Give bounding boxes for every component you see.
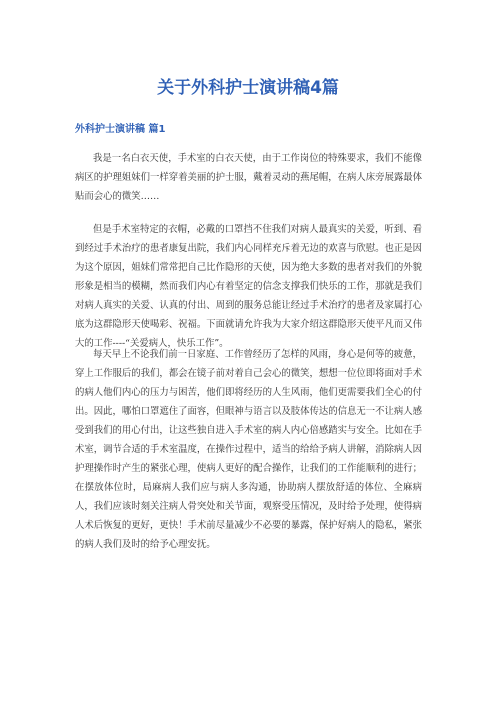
document-title: 关于外科护士演讲稿4篇 [157, 78, 339, 98]
paragraph-1: 我是一名白衣天使，手术室的白衣天使，由于工作岗位的特殊要求，我们不能像病区的护理姐妹们一样穿着美丽的护士服，戴着灵动的燕尾帽，在病人床旁展露最体贴而会心的微笑…… [75, 153, 422, 202]
paragraph-3: 每天早上不论我们前一日家庭、工作曾经历了怎样的风雨，身心是何等的疲惫，穿上工作服后的我们，都会在镜子前对着自己会心的微笑，想想一位位即将面对手术的病人他们内心的压力与困苦，他们即将经历的人生风雨，他们更需要我们全心的付出。因此，哪怕口罩遮住了面容，但眼神与语言以及肢体传达的信息无一不让病人感受到我们的用心付出，让这些独自进入手术室的病人内心倍感踏实与安全。比如在手术室，调节合适的手术室温度，在操作过程中，适当的给给予病人讲解，消除病人因护理操作时产生的紧张心理，使病人更好的配合操作，让我们的工作能顺利的进行；在摆放体位时，局麻病人我们应与病人多沟通，协助病人摆放舒适的体位、全麻病人，我们应该时刻关注病人骨突处和关节面，观察受压情况，及时给予处理，使得病人术后恢复的更好，更快！手术前尽量减少不必要的暴露，保护好病人的隐私，紧张的病人我们及时的给予心理安抚。 [75, 349, 422, 550]
paragraph-2: 但是手术室特定的衣帽，必戴的口罩挡不住我们对病人最真实的关爱，听到、看到经过手术治疗的患者康复出院，我们内心同样充斥着无边的欢喜与欣慰。也正是因为这个原因，姐妹们常常把自己比作隐形的天使，因为绝大多数的患者对我们的外貌形象是相当的模糊，然而我们内心有着坚定的信念支撑我们快乐的工作，那就是我们对病人真实的关爱、认真的付出、周到的服务总能让经过手术治疗的患者及家属打心底为这群隐形天使喝彩、祝福。下面就请允许我为大家介绍这群隐形天使平凡而又伟大的工作----“关爱病人，快乐工作”。 [75, 224, 422, 349]
section-heading: 外科护士演讲稿 篇1 [75, 124, 166, 135]
